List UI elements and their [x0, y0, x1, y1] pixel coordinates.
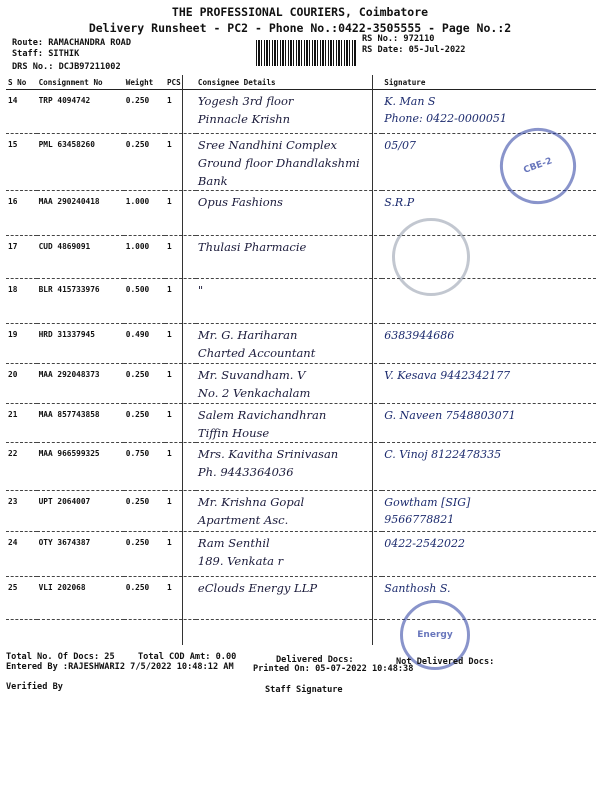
- consignee-line: Sree Nandhini Complex: [197, 138, 338, 152]
- weight-cell: 0.250: [124, 403, 165, 443]
- consignee-line: Mr. Krishna Gopal: [197, 495, 305, 510]
- route: Route: RAMACHANDRA ROAD: [12, 38, 131, 48]
- table-header-row: [6, 75, 596, 90]
- sno-cell: 23: [6, 491, 37, 532]
- col-sno: S No: [6, 75, 37, 90]
- pcs-cell: 1: [165, 443, 196, 491]
- pcs-cell: 1: [165, 90, 196, 134]
- consignment-cell: MAA 290240418: [37, 191, 124, 236]
- weight-cell: 1.000: [124, 236, 165, 279]
- table-row: [6, 279, 596, 324]
- table-row: [6, 443, 596, 491]
- sno-cell: 21: [6, 403, 37, 443]
- consignee-line: Opus Fashions: [197, 195, 283, 210]
- pcs-cell: 1: [165, 324, 196, 364]
- consignee-line: Thulasi Pharmacie: [197, 240, 307, 255]
- signature-cell: [382, 324, 596, 364]
- pcs-cell: 1: [165, 532, 196, 577]
- consignment-cell: VLI 202068: [37, 577, 124, 620]
- column-divider: [372, 75, 373, 645]
- column-divider: [182, 75, 183, 645]
- sno-cell: 20: [6, 364, 37, 404]
- energy-stamp: Energy: [400, 600, 470, 670]
- barcode: [256, 40, 356, 66]
- table-row: [6, 191, 596, 236]
- consignee-line: Mr. Suvandham. V: [197, 368, 306, 383]
- signature-cell: [382, 403, 596, 443]
- signature-cell: [382, 443, 596, 491]
- consignee-line: No. 2 Venkachalam: [197, 385, 311, 400]
- weight-cell: 0.250: [124, 364, 165, 404]
- total-cod: Total COD Amt: 0.00: [138, 652, 237, 662]
- consignee-details-cell: [196, 364, 382, 404]
- consignment-cell: MAA 292048373: [37, 364, 124, 404]
- consignee-line: Mr. G. Hariharan: [197, 328, 298, 343]
- weight-cell: 0.250: [124, 577, 165, 620]
- consignment-cell: TRP 4094742: [37, 90, 124, 134]
- consignee-details-cell: [196, 279, 382, 324]
- pcs-cell: 1: [165, 279, 196, 324]
- col-signature: Signature: [382, 75, 596, 90]
- consignee-details-cell: [196, 134, 382, 191]
- total-docs: Total No. Of Docs: 25: [6, 652, 115, 662]
- consignee-details-cell: [196, 324, 382, 364]
- col-consignment: Consignment No: [37, 75, 124, 90]
- consignment-cell: OTY 3674387: [37, 532, 124, 577]
- table-row: [6, 364, 596, 404]
- consignee-line: Ram Senthil: [197, 536, 270, 551]
- consignee-line: Yogesh 3rd floor: [197, 94, 294, 108]
- signature-line: G. Naveen 7548803071: [384, 408, 516, 422]
- pcs-cell: 1: [165, 236, 196, 279]
- signature-line: 9566778821: [384, 513, 455, 527]
- consignee-details-cell: [196, 191, 382, 236]
- weight-cell: 0.250: [124, 134, 165, 191]
- printed-on: Printed On: 05-07-2022 10:48:38: [253, 664, 414, 674]
- consignee-details-cell: [196, 577, 382, 620]
- signature-line: 6383944686: [384, 329, 455, 343]
- consignee-line: Ph. 9443364036: [197, 465, 294, 480]
- consignee-line: Salem Ravichandhran: [197, 407, 327, 422]
- weight-cell: 1.000: [124, 191, 165, 236]
- consignment-cell: UPT 2064007: [37, 491, 124, 532]
- signature-line: 05/07: [384, 139, 416, 152]
- consignment-cell: MAA 857743858: [37, 403, 124, 443]
- consignee-line: eClouds Energy LLP: [197, 581, 318, 596]
- signature-line: 0422-2542022: [384, 537, 465, 551]
- signature-cell: [382, 90, 596, 134]
- table-row: [6, 236, 596, 279]
- table-row: [6, 90, 596, 134]
- table-row: [6, 491, 596, 532]
- not-delivered-docs: Not Delivered Docs:: [396, 657, 495, 667]
- sno-cell: 18: [6, 279, 37, 324]
- consignment-cell: HRD 31337945: [37, 324, 124, 364]
- signature-cell: [382, 532, 596, 577]
- table-row: [6, 577, 596, 620]
- weight-cell: 0.250: [124, 532, 165, 577]
- consignment-cell: BLR 415733976: [37, 279, 124, 324]
- signature-cell: [382, 491, 596, 532]
- weight-cell: 0.500: [124, 279, 165, 324]
- signature-line: K. Man S: [384, 95, 436, 108]
- col-weight: Weight: [124, 75, 165, 90]
- signature-line: C. Vinoj 8122478335: [384, 448, 502, 462]
- consignee-line: 189. Venkata r: [197, 554, 284, 569]
- sno-cell: 15: [6, 134, 37, 191]
- runsheet-title: Delivery Runsheet - PC2 - Phone No.:0422-3505555 - Page No.:2: [88, 21, 512, 35]
- pcs-cell: 1: [165, 577, 196, 620]
- consignee-details-cell: [196, 443, 382, 491]
- consignment-cell: PML 63458260: [37, 134, 124, 191]
- rs-number: RS No.: 972110: [362, 34, 435, 44]
- staff: Staff: SITHIK: [12, 49, 80, 59]
- sno-cell: 16: [6, 191, 37, 236]
- col-pcs: PCS: [165, 75, 196, 90]
- weight-cell: 0.250: [124, 491, 165, 532]
- company-title: THE PROFESSIONAL COURIERS, Coimbatore: [171, 5, 429, 19]
- consignee-details-cell: [196, 236, 382, 279]
- sno-cell: 17: [6, 236, 37, 279]
- signature-line: S.R.P: [384, 196, 415, 210]
- pharmacy-stamp: [392, 218, 470, 296]
- consignee-line: Apartment Asc.: [197, 513, 289, 528]
- consignee-details-cell: [196, 532, 382, 577]
- pcs-cell: 1: [165, 364, 196, 404]
- pcs-cell: 1: [165, 491, 196, 532]
- bank-stamp: CBE-2: [489, 117, 586, 214]
- staff-signature: Staff Signature: [265, 685, 343, 695]
- signature-line: Phone: 0422-0000051: [384, 112, 507, 126]
- consignee-line: Ground floor Dhandlakshmi Bank: [197, 155, 360, 188]
- consignee-details-cell: [196, 90, 382, 134]
- pcs-cell: 1: [165, 403, 196, 443]
- sno-cell: 22: [6, 443, 37, 491]
- consignee-line: ": [197, 283, 204, 298]
- consignee-line: Mrs. Kavitha Srinivasan: [197, 447, 339, 462]
- consignee-details-cell: [196, 403, 382, 443]
- signature-cell: [382, 364, 596, 404]
- sno-cell: 25: [6, 577, 37, 620]
- entered-by: Entered By :RAJESHWARI2 7/5/2022 10:48:12 AM: [6, 662, 234, 672]
- pcs-cell: 1: [165, 134, 196, 191]
- consignee-line: Tiffin House: [197, 425, 270, 440]
- signature-line: Santhosh S.: [384, 582, 451, 596]
- weight-cell: 0.250: [124, 90, 165, 134]
- consignee-line: Pinnacle Krishn: [197, 111, 291, 126]
- sno-cell: 24: [6, 532, 37, 577]
- verified-by: Verified By: [6, 682, 63, 692]
- sno-cell: 19: [6, 324, 37, 364]
- consignee-line: Charted Accountant: [197, 346, 316, 361]
- weight-cell: 0.490: [124, 324, 165, 364]
- col-consignee: Consignee Details: [196, 75, 382, 90]
- signature-line: Gowtham [SIG]: [384, 496, 471, 510]
- delivered-docs: Delivered Docs:: [276, 655, 354, 665]
- consignee-details-cell: [196, 491, 382, 532]
- weight-cell: 0.750: [124, 443, 165, 491]
- signature-line: V. Kesava 9442342177: [384, 369, 511, 383]
- consignment-cell: MAA 966599325: [37, 443, 124, 491]
- consignment-cell: CUD 4869091: [37, 236, 124, 279]
- table-row: [6, 403, 596, 443]
- pcs-cell: 1: [165, 191, 196, 236]
- table-row: [6, 532, 596, 577]
- table-row: [6, 324, 596, 364]
- sno-cell: 14: [6, 90, 37, 134]
- rs-date: RS Date: 05-Jul-2022: [362, 45, 466, 55]
- drs-number: DRS No.: DCJB97211002: [12, 62, 121, 72]
